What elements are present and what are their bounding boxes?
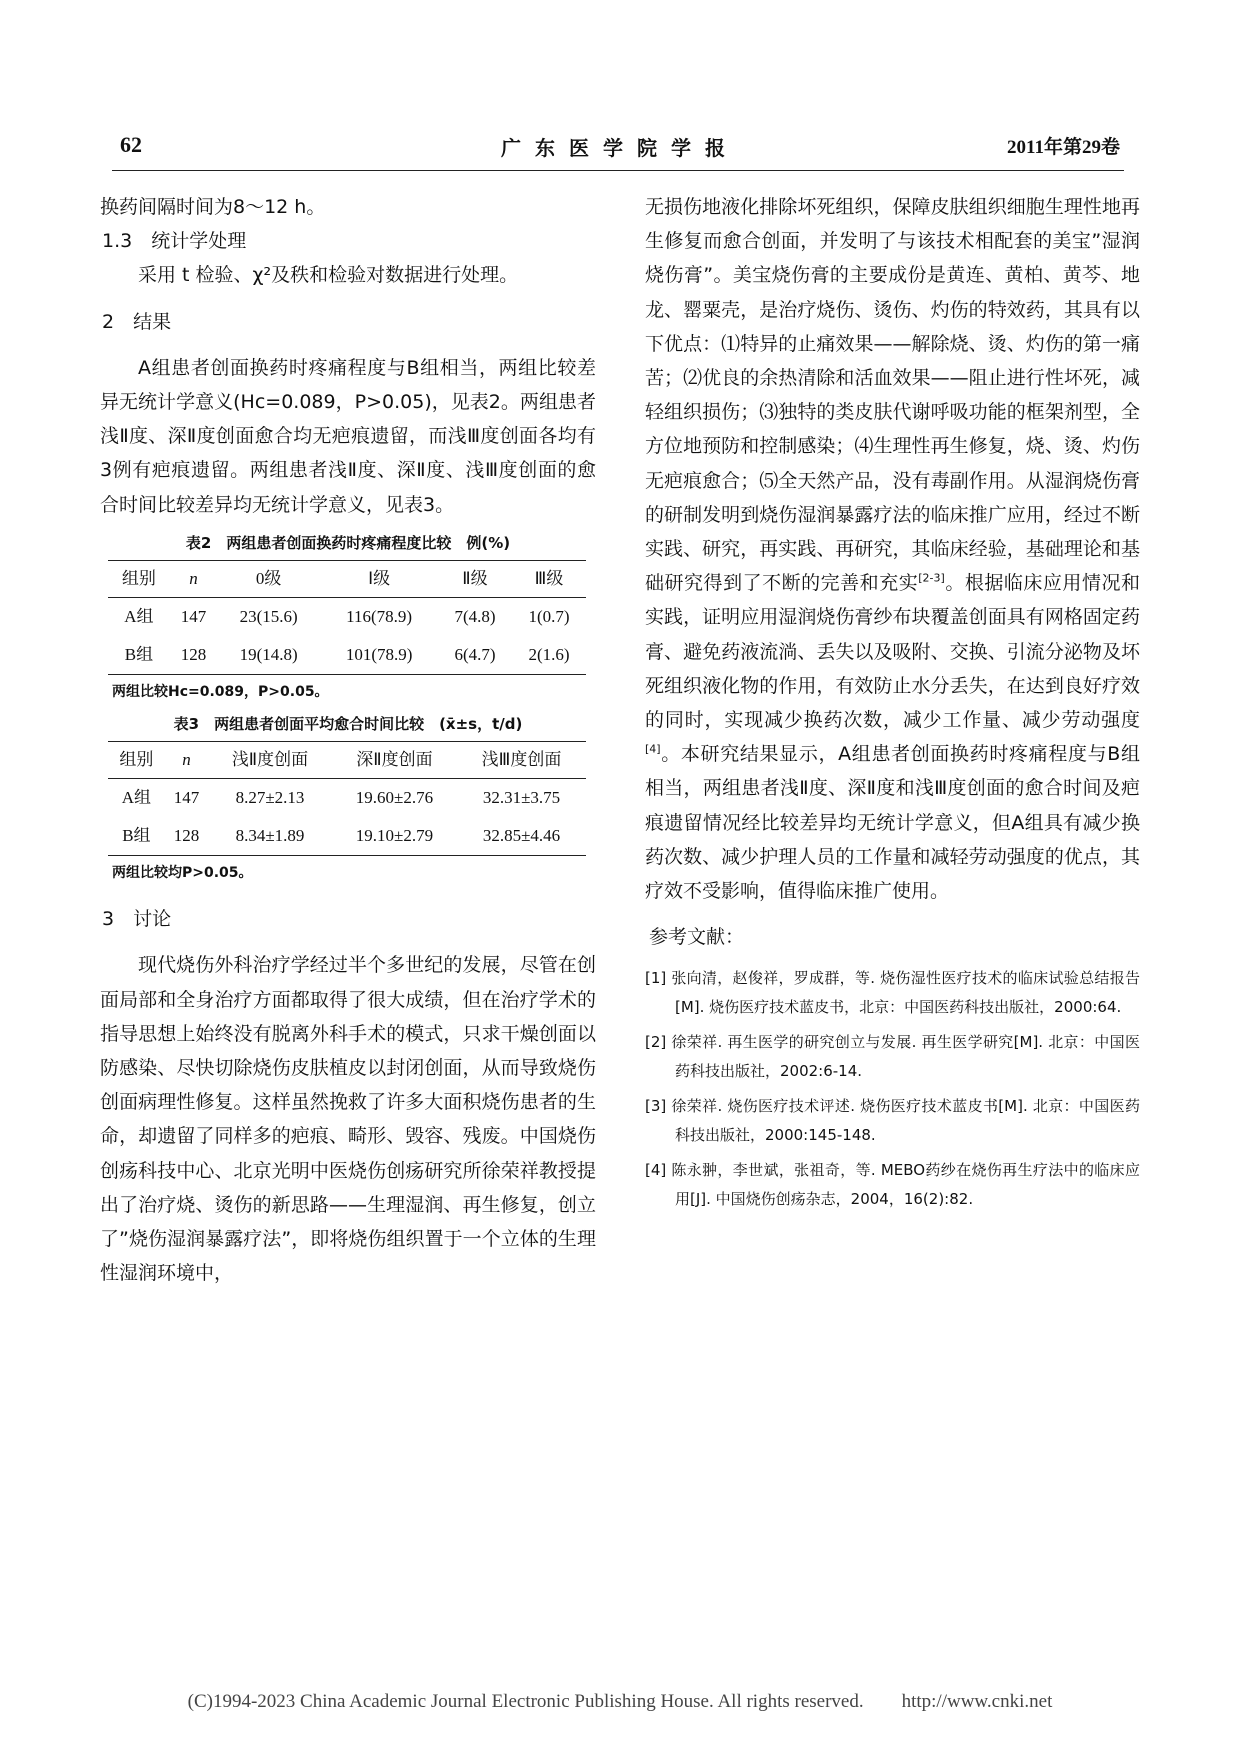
table-2-header: Ⅲ级 [512,560,586,597]
copyright-footer: (C)1994-2023 China Academic Journal Electronic Publishing House. All rights reserved. http://www.cnki.net [187,1691,1053,1712]
table-2-header: 组别 [108,560,170,597]
table-2-header-row [108,560,586,597]
table-cell: 19.60±2.76 [355,788,434,808]
reference-item: [4] 陈永翀，李世斌，张祖奇，等. MEBO药纱在烧伤再生疗法中的临床应用[J]. 中国烧伤创疡杂志，2004，16(2):82. [645,1161,1140,1209]
table-2-header: n [170,560,217,597]
section-3-text: 现代烧伤外科治疗学经过半个多世纪的发展，尽管在创面局部和全身治疗方面都取得了很大成绩，但在治疗学术的指导思想上始终没有脱离外科手术的模式，只求干燥创面以防感染、尽快切除烧伤皮肤植皮以封闭创面，从而导致烧伤创面病理性修复。这样虽然挽救了许多大面积烧伤患者的生命，却遗留了同样多的疤痕、畸形、毁容、残废。中国烧伤创疡科技中心、北京光明中医烧伤创疡研究所徐荣祥教授提出了治疗烧、烫伤的新思路——生理湿润、再生修复，创立了”烧伤湿润暴露疗法”，即将烧伤组织置于一个立体的生理性湿润环境中， [100,954,596,1285]
table-cell: 1(0.7) [528,606,570,626]
table-3-header: n [165,742,208,779]
section-2-text: A组患者创面换药时疼痛程度与B组相当，两组比较差异无统计学意义(Hc=0.089，P>0.05)，见表2。两组患者浅Ⅱ度、深Ⅱ度创面愈合均无疤痕遗留，而浅Ⅲ度创面各均有3例有疤痕遗留。两组患者浅Ⅱ度、深Ⅱ度、浅Ⅲ度创面的愈合时间比较差异均无统计学意义，见表3。 [100,356,596,516]
page-header [120,132,1120,162]
table-cell: 23(15.6) [239,606,298,626]
table-cell: 32.31±3.75 [482,788,561,808]
right-column [645,190,1140,1220]
table-3-caption: 表3 两组患者创面平均愈合时间比较 (x̄±s，t/d) [173,715,523,734]
table-3-header: 深Ⅱ度创面 [332,742,457,779]
table-2-header: Ⅱ级 [438,560,512,597]
discussion-text-part: 。本研究结果显示，A组患者创面换药时疼痛程度与B组相当，两组患者浅Ⅱ度、深Ⅱ度和浅Ⅲ度创面的愈合时间及疤痕遗留情况经比较差异均无统计学意义，但A组具有减少换药次数、减少护理人员的工作量和减轻劳动强度的优点，其疗效不受影响，值得临床推广使用。 [645,743,1140,903]
table-cell: 6(4.7) [438,636,512,675]
table-row [108,817,586,856]
table-cell: A组 [124,606,154,626]
table-cell: 101(78.9) [320,636,438,675]
table-2-caption: 表2 两组患者创面换药时疼痛程度比较 例(%) [185,533,511,552]
section-1-3-text: 采用 t 检验、χ²及秩和检验对数据进行处理。 [138,264,519,287]
journal-title: 广东医学院学报 [501,138,739,160]
table-2-header: Ⅰ级 [320,560,438,597]
table-3-note: 两组比较均P>0.05。 [112,865,253,882]
table-cell: B组 [108,817,165,856]
table-cell: 7(4.8) [454,606,496,626]
table-cell: 19(14.8) [217,636,320,675]
table-2 [108,560,586,675]
paragraph-interval: 换药间隔时间为8～12 h。 [100,196,326,218]
table-cell: B组 [108,636,170,675]
table-cell: 147 [180,606,207,626]
table-3-header-row [108,742,586,779]
citation-superscript: [4] [645,742,661,756]
table-2-note: 两组比较Hc=0.089，P>0.05。 [112,684,329,701]
section-2-heading: 2 结果 [102,310,172,333]
table-cell: 116(78.9) [346,606,413,626]
table-3 [108,741,586,856]
section-1-3-heading: 1.3 统计学处理 [102,230,247,253]
table-cell: 32.85±4.46 [457,817,586,856]
table-3-header: 浅Ⅲ度创面 [457,742,586,779]
table-2-header: 0级 [217,560,320,597]
discussion-continued [645,190,1140,908]
discussion-text-part: 。根据临床应用情况和实践，证明应用湿润烧伤膏纱布块覆盖创面具有网格固定药膏、避免药液流淌、丢失以及吸附、交换、引流分泌物及坏死组织液化物的作用，有效防止水分丢失，在达到良好疗效的同时，实现减少换药次数，减少工作量、减少劳动强度 [645,572,1140,732]
volume-label: 2011年第29卷 [1007,137,1120,158]
table-cell: 2(1.6) [512,636,586,675]
table-cell: 8.27±2.13 [235,788,305,808]
section-3-heading: 3 讨论 [102,908,172,931]
table-cell: 128 [165,817,208,856]
table-3-header: 组别 [108,742,165,779]
header-rule [112,170,1124,171]
reference-item: [2] 徐荣祥. 再生医学的研究创立与发展. 再生医学研究[M]. 北京：中国医药科技出版社，2002:6-14. [645,1033,1140,1081]
table-cell: 147 [173,788,200,808]
table-3-header: 浅Ⅱ度创面 [208,742,332,779]
table-row [108,779,586,818]
table-row [108,636,586,675]
table-cell: A组 [121,788,152,808]
citation-superscript: [2-3] [918,571,945,585]
left-column [100,190,596,1290]
page-number: 62 [120,132,142,157]
discussion-text-part: 无损伤地液化排除坏死组织，保障皮肤组织细胞生理性地再生修复而愈合创面，并发明了与该技术相配套的美宝”湿润烧伤膏”。美宝烧伤膏的主要成份是黄连、黄柏、黄芩、地龙、罂粟壳，是治疗烧伤、烫伤、灼伤的特效药，其具有以下优点：⑴特异的止痛效果——解除烧、烫、灼伤的第一痛苦；⑵优良的余热清除和活血效果——阻止进行性坏死，减轻组织损伤；⑶独特的类皮肤代谢呼吸功能的框架剂型，全方位地预防和控制感染；⑷生理性再生修复，烧、烫、灼伤无疤痕愈合；⑸全天然产品，没有毒副作用。从湿润烧伤膏的研制发明到烧伤湿润暴露疗法的临床推广应用，经过不断实践、研究，再实践、再研究，其临床经验，基础理论和基础研究得到了不断的完善和充实 [645,196,1140,595]
reference-item: [1] 张向清，赵俊祥，罗成群，等. 烧伤湿性医疗技术的临床试验总结报告[M]. 烧伤医疗技术蓝皮书，北京：中国医药科技出版社，2000:64. [645,969,1140,1017]
table-cell: 8.34±1.89 [208,817,332,856]
table-cell: 19.10±2.79 [332,817,457,856]
table-row [108,598,586,637]
references-heading: 参考文献： [649,926,745,949]
reference-item: [3] 徐荣祥. 烧伤医疗技术评述. 烧伤医疗技术蓝皮书[M]. 北京：中国医药科技出版社，2000:145-148. [645,1097,1140,1145]
table-cell: 128 [170,636,217,675]
